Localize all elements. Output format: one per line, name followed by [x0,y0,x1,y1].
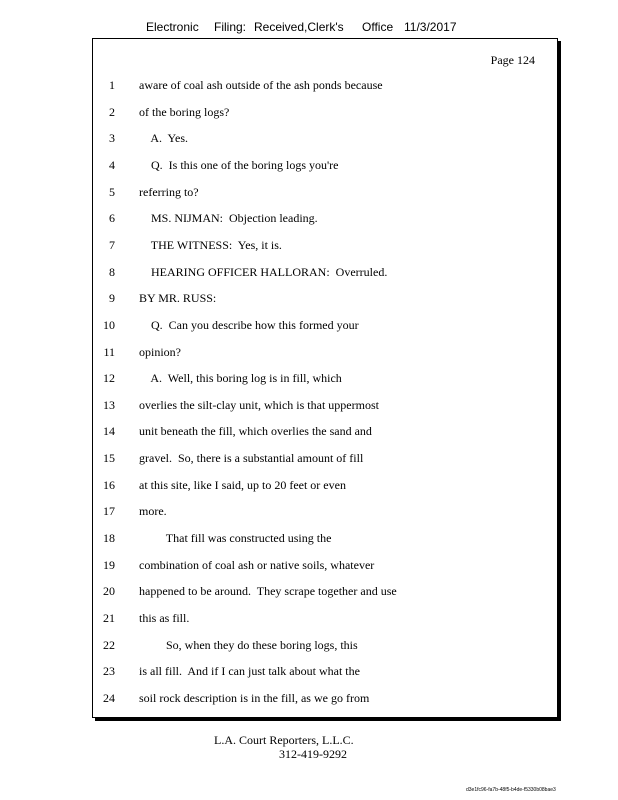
line-number: 23 [103,664,115,679]
line-number: 17 [103,504,115,519]
line-number: 21 [103,611,115,625]
line-number: 13 [103,397,115,412]
line-number: 14 [103,424,115,439]
filing-header-word-office: Office [362,20,394,34]
line-text: this as fill. [139,611,190,625]
line-text: THE WITNESS: Yes, it is. [139,237,282,252]
transcript-line [93,76,553,94]
line-text: soil rock description is in the fill, as we go from [139,690,370,705]
line-text: unit beneath the fill, which overlies the sand and [139,424,372,439]
page-number: Page 124 [490,53,535,67]
transcript-line [93,369,553,387]
line-number: 22 [103,637,115,652]
filing-header-date: 11/3/2017 [404,20,457,34]
line-text: opinion? [139,344,181,359]
line-number: 3 [109,131,115,146]
transcript-line [93,183,553,201]
line-number: 9 [109,291,115,306]
transcript-line [93,263,553,281]
line-text: referring to? [139,184,199,199]
transcript-line [93,129,553,147]
line-number: 15 [103,451,115,466]
line-number: 7 [109,237,115,252]
line-text: So, when they do these boring logs, this [139,637,358,652]
transcript-page [92,38,558,718]
line-text: Q. Is this one of the boring logs you're [139,157,339,172]
document-hash: d3e1fc96-fa7b-48f5-b4de-f5330b08bae3 [466,787,556,793]
transcript-line [93,209,553,227]
line-text: combination of coal ash or native soils, whatever [139,557,375,572]
filing-header-word-received: Received,Clerk's [254,20,344,34]
line-text: at this site, like I said, up to 20 feet or even [139,477,346,492]
transcript-line [93,156,553,174]
line-text: That fill was constructed using the [139,531,332,546]
line-number: 8 [109,264,115,279]
transcript-line [93,609,553,627]
line-number: 4 [109,157,115,172]
line-number: 2 [109,104,115,119]
line-number: 12 [103,371,115,386]
line-text: more. [139,504,167,519]
line-text: is all fill. And if I can just talk about what the [139,664,360,679]
line-text: HEARING OFFICER HALLORAN: Overruled. [139,264,388,279]
line-number: 5 [109,184,115,199]
line-text: aware of coal ash outside of the ash ponds because [139,78,383,92]
line-number: 19 [103,557,115,572]
transcript-line [93,529,553,547]
line-number: 20 [103,584,115,599]
line-text: overlies the silt-clay unit, which is that uppermost [139,397,379,412]
line-number: 24 [103,690,115,705]
line-number: 6 [109,211,115,226]
line-text: BY MR. RUSS: [139,291,217,306]
line-number: 1 [109,78,115,92]
transcript-line [93,422,553,440]
transcript-line [93,289,553,307]
transcript-line [93,316,553,334]
transcript-line [93,236,553,254]
reporter-phone: 312-419-9292 [279,747,347,761]
line-text: of the boring logs? [139,104,230,119]
transcript-line [93,103,553,121]
reporter-company: L.A. Court Reporters, L.L.C. [214,733,354,747]
transcript-line [93,556,553,574]
filing-header-word-filing: Filing: [214,20,247,34]
line-number: 16 [103,477,115,492]
transcript-line [93,662,553,680]
transcript-line [93,449,553,467]
line-number: 18 [103,531,115,546]
line-text: A. Yes. [139,131,189,146]
transcript-line [93,582,553,600]
line-text: A. Well, this boring log is in fill, which [139,371,342,386]
transcript-line [93,476,553,494]
filing-header-word-electronic: Electronic [146,20,199,34]
transcript-line [93,636,553,654]
line-text: gravel. So, there is a substantial amount of fill [139,451,364,466]
filing-header [146,20,476,38]
transcript-line [93,689,553,707]
line-text: Q. Can you describe how this formed your [139,317,359,332]
line-text: MS. NIJMAN: Objection leading. [139,211,318,226]
line-text: happened to be around. They scrape together and use [139,584,397,599]
line-number: 10 [103,317,115,332]
transcript-line [93,502,553,520]
transcript-line [93,343,553,361]
transcript-line [93,396,553,414]
line-number: 11 [103,344,115,359]
